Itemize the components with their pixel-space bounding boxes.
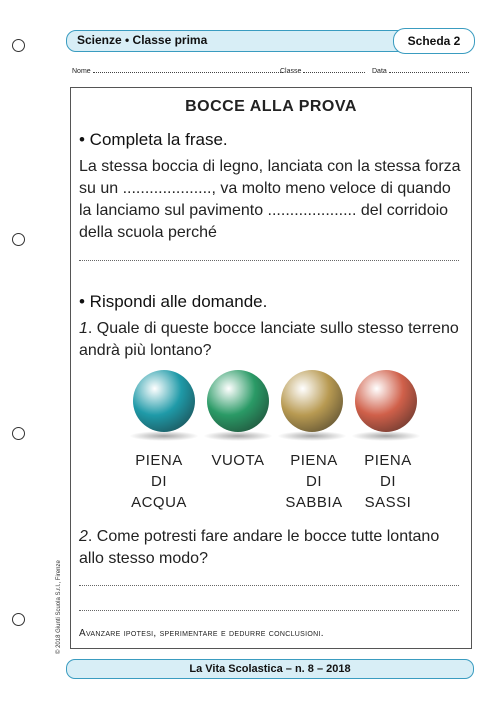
- learning-objective: Avanzare ipotesi, sperimentare e dedurre conclusioni.: [79, 628, 324, 639]
- ball-label-stones: PIENA DI SASSI: [364, 452, 412, 511]
- name-field[interactable]: Nome: [72, 68, 283, 75]
- ball-water: [133, 370, 195, 432]
- section1-text: La stessa boccia di legno, lanciata con la stessa forza su un ...................., va molto meno veloce di quando la lanciamo sul pavimento .................... del corridoio della scuola perché: [79, 158, 461, 241]
- binder-hole-2: [12, 233, 25, 246]
- header-bar: [66, 30, 474, 52]
- footer-bar: La Vita Scolastica – n. 8 – 2018: [66, 659, 474, 679]
- binder-hole-3: [12, 427, 25, 440]
- ball-label-water: PIENA DI ACQUA: [131, 452, 187, 511]
- binder-hole-1: [12, 39, 25, 52]
- answer-line-2[interactable]: [79, 585, 459, 586]
- ball-empty: [207, 370, 269, 432]
- ball-label-sand: PIENA DI SABBIA: [285, 452, 343, 511]
- answer-line-1[interactable]: [79, 260, 459, 261]
- ball-stones: [355, 370, 417, 432]
- ball-sand: [281, 370, 343, 432]
- binder-hole-4: [12, 613, 25, 626]
- worksheet: [70, 87, 472, 649]
- ball-shadow: [277, 431, 347, 441]
- subject-label: Scienze • Classe prima: [77, 33, 208, 47]
- question-1: 1. Quale di queste bocce lanciate sullo stesso terreno andrà più lontano?: [79, 320, 459, 359]
- sheet-tab: Scheda 2: [393, 28, 475, 54]
- ball-shadow: [129, 431, 199, 441]
- ball-shadow: [203, 431, 273, 441]
- copyright-notice: © 2018 Giunti Scuola S.r.l., Firenze: [56, 560, 62, 654]
- page-title: BOCCE ALLA PROVA: [185, 98, 357, 115]
- answer-line-3[interactable]: [79, 610, 459, 611]
- date-field[interactable]: Data: [372, 68, 469, 75]
- section1-heading: • Completa la frase.: [79, 130, 228, 149]
- ball-label-empty: VUOTA: [211, 452, 265, 469]
- question-2: 2. Come potresti fare andare le bocce tutte lontano allo stesso modo?: [79, 528, 440, 567]
- ball-shadow: [351, 431, 421, 441]
- section2-heading: • Rispondi alle domande.: [79, 292, 268, 311]
- class-field[interactable]: Classe: [280, 68, 365, 75]
